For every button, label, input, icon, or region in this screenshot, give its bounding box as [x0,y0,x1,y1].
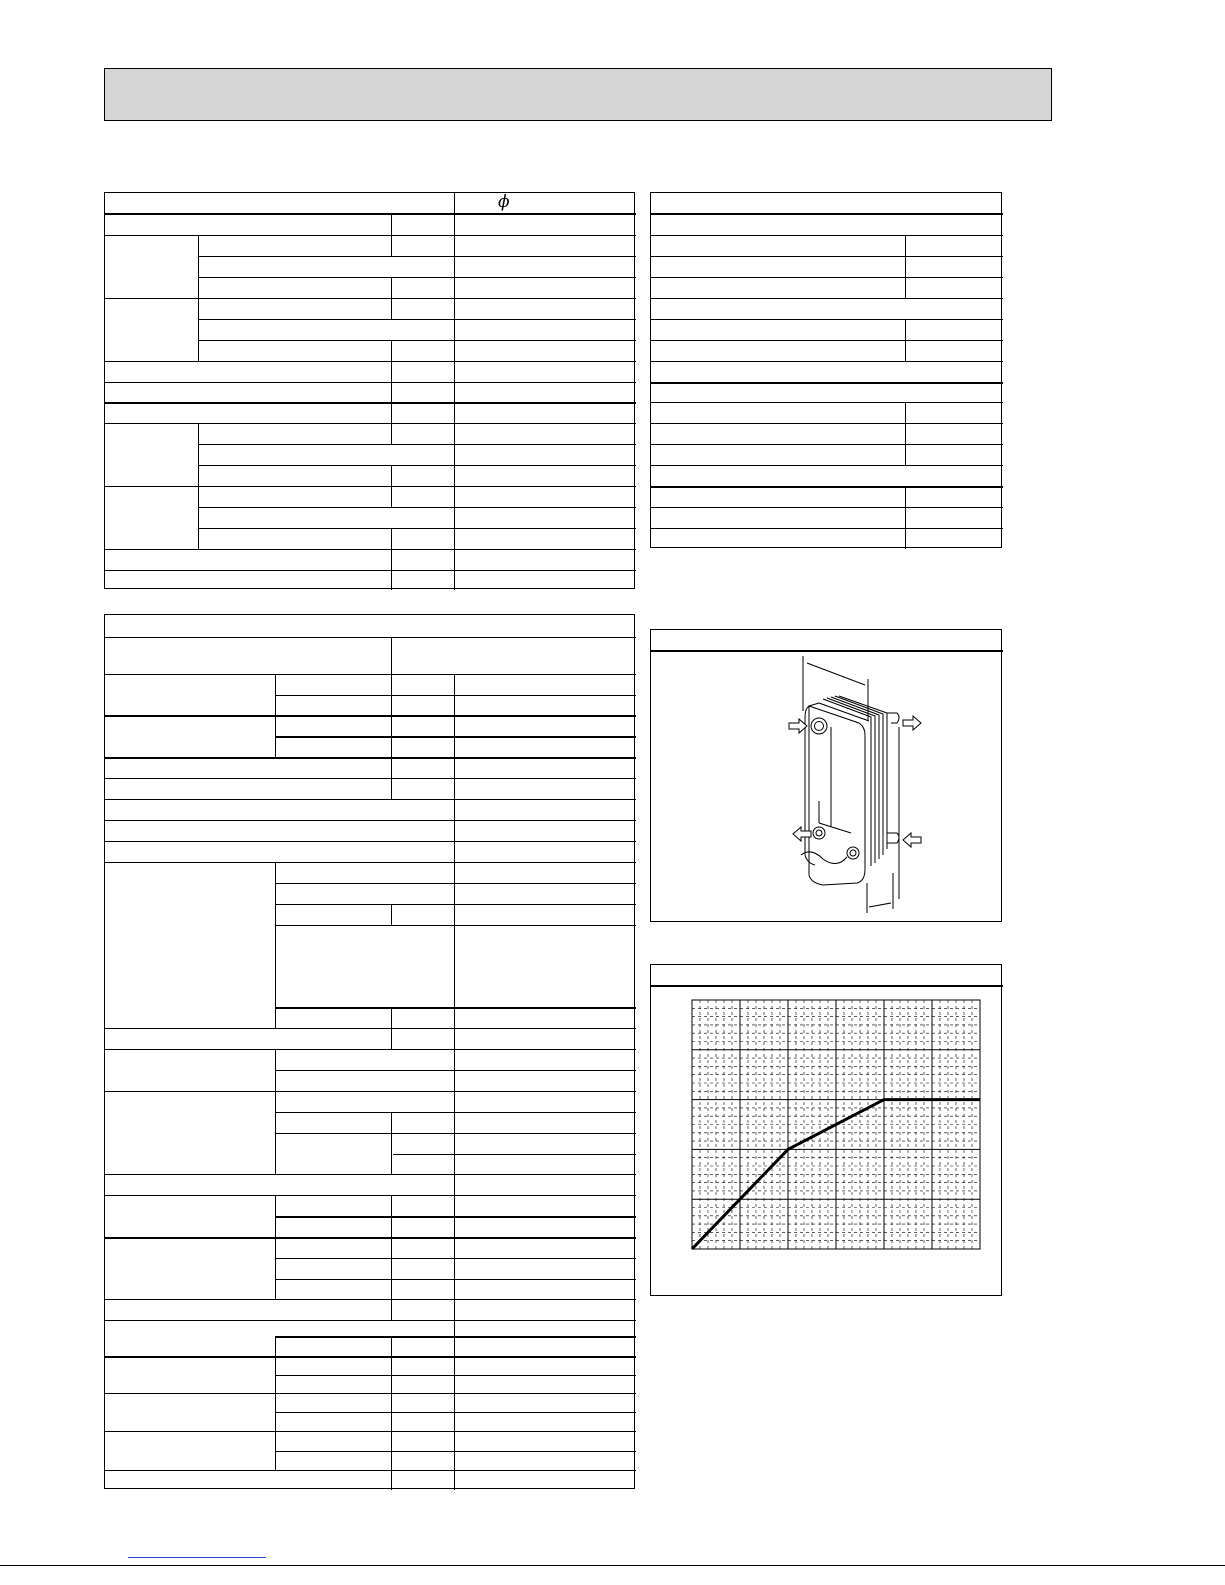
footer-rule [0,1565,1225,1566]
phi-diameter-symbol: ϕ [498,192,510,212]
performance-line-chart [651,965,1000,1294]
spec-table-upper-right [650,192,1002,548]
heat-exchanger-panel [650,629,1002,922]
performance-chart-panel [650,964,1002,1296]
spec-table-lower-left [104,614,635,1489]
page-title-bar [104,68,1052,121]
spec-table-upper-left [104,192,635,589]
plate-heat-exchanger-diagram [651,651,1000,919]
footer-link-underline[interactable] [128,1557,266,1558]
